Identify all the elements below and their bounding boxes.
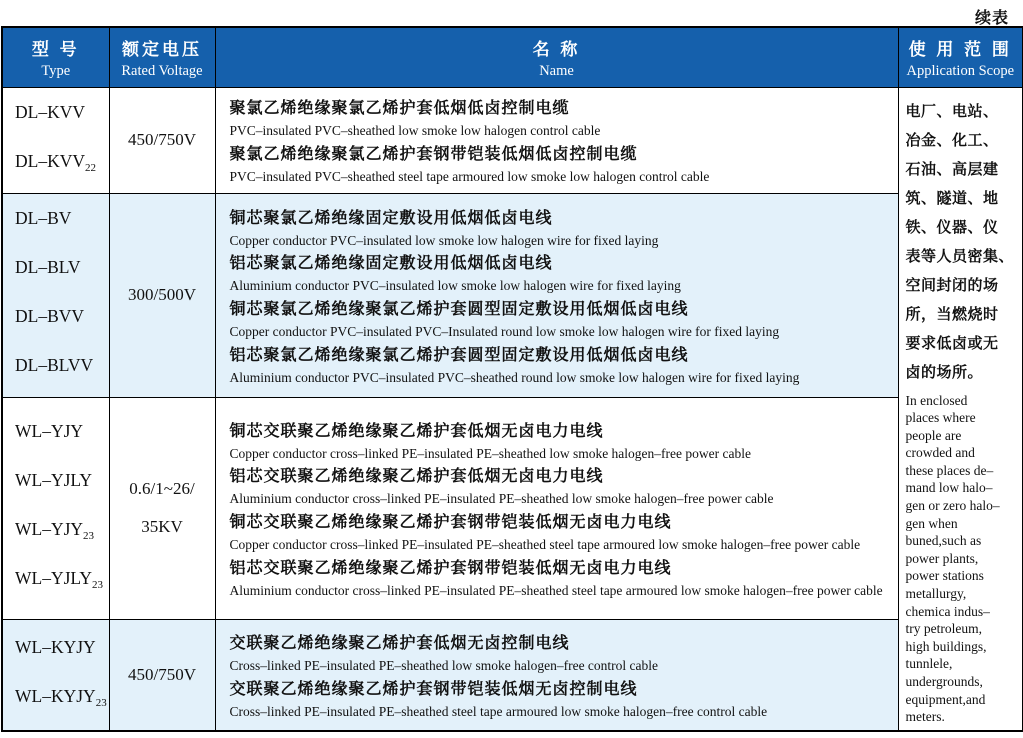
type-code <box>15 459 109 508</box>
cable-name-en: Copper conductor PVC–insulated PVC–Insulated round low smoke low halogen wire for fixed laying <box>229 324 780 339</box>
scope-line-en: gen when <box>905 515 958 531</box>
type-code <box>15 140 109 189</box>
cable-name-en: Cross–linked PE–insulated PE–sheathed low smoke halogen–free control cable <box>229 658 659 674</box>
header-row <box>2 27 1023 87</box>
application-scope-en <box>906 392 1019 726</box>
voltage-cell <box>109 193 215 397</box>
type-code <box>15 626 109 675</box>
voltage-value: 35KV <box>141 517 183 536</box>
header-application-scope <box>898 27 1023 87</box>
cable-name-zh: 铜芯聚氯乙烯绝缘聚氯乙烯护套圆型固定敷设用低烟低卤电线 <box>229 301 689 318</box>
cable-name-en: PVC–insulated PVC–sheathed low smoke low halogen control cable <box>229 123 601 139</box>
scope-line-zh: 冶金、化工、 <box>905 131 999 149</box>
scope-line-en: power stations <box>905 568 984 584</box>
name-cell <box>215 397 898 619</box>
scope-line-zh: 空间封闭的场 <box>905 276 999 294</box>
scope-line-zh: 卤的场所。 <box>905 363 984 381</box>
type-code <box>15 246 109 295</box>
voltage-value: 450/750V <box>128 130 196 149</box>
cable-name-zh: 铜芯聚氯乙烯绝缘固定敷设用低烟低卤电线 <box>229 209 553 227</box>
scope-line-en: equipment,and <box>905 691 986 707</box>
scope-line-zh: 筑、隧道、地 <box>905 189 999 207</box>
type-code <box>15 344 109 393</box>
scope-line-en: tunnlele, <box>905 656 953 672</box>
cable-name-en: Aluminium conductor cross–linked PE–insulated PE–sheathed low smoke halogen–free power cable <box>229 491 774 507</box>
scope-line-en: chemica indus– <box>905 603 990 619</box>
application-scope-cell <box>898 87 1023 731</box>
table-row <box>2 193 1023 397</box>
scope-line-zh: 表等人员密集、 <box>905 247 1015 265</box>
scope-line-en: high buildings, <box>905 638 987 654</box>
voltage-cell <box>109 87 215 193</box>
voltage-cell <box>109 397 215 619</box>
cable-name-zh: 铝芯交联聚乙烯绝缘聚乙烯护套低烟无卤电力电线 <box>229 468 604 486</box>
name-cell <box>215 87 898 193</box>
type-code-text: WL–YJY <box>15 421 84 441</box>
cable-name-zh: 交联聚乙烯绝缘聚乙烯护套低烟无卤控制电线 <box>229 635 570 653</box>
scope-line-zh: 要求低卤或无 <box>905 334 999 352</box>
application-scope-zh <box>906 97 1019 387</box>
type-code <box>15 197 109 246</box>
scope-line-en: these places de– <box>905 462 994 478</box>
voltage-cell <box>109 619 215 731</box>
type-code-text: WL–KYJY <box>15 636 96 657</box>
type-code <box>15 410 109 459</box>
scope-line-zh: 电厂、电站、 <box>905 102 999 120</box>
scope-line-en: metallurgy, <box>905 586 967 602</box>
type-code <box>15 91 109 140</box>
type-cell <box>2 193 109 397</box>
header-type-zh: 型 号 <box>31 39 80 59</box>
table-row <box>2 397 1023 619</box>
type-code-text: DL–BLV <box>15 257 81 277</box>
header-name <box>215 27 898 87</box>
cable-name-zh: 铝芯聚氯乙烯绝缘固定敷设用低烟低卤电线 <box>229 255 553 273</box>
cable-name-en: Aluminium conductor cross–linked PE–insulated PE–sheathed steel tape armoured low smoke halogen–free power cable <box>229 582 883 598</box>
cable-name-zh: 聚氯乙烯绝缘聚氯乙烯护套钢带铠装低烟低卤控制电缆 <box>229 146 638 163</box>
cable-name-zh: 铝芯聚氯乙烯绝缘聚氯乙烯护套圆型固定敷设用低烟低卤电线 <box>229 346 689 364</box>
voltage-value: 0.6/1~26/ <box>129 479 195 498</box>
cable-name-en: Aluminium conductor PVC–insulated low smoke low halogen wire for fixed laying <box>229 278 681 294</box>
type-code-text: DL–KVV <box>15 102 85 122</box>
type-subscript: 23 <box>95 696 107 709</box>
header-rated-voltage-zh: 额定电压 <box>122 39 202 59</box>
type-cell <box>2 397 109 619</box>
scope-line-en: buned,such as <box>905 533 982 549</box>
header-type <box>2 27 109 87</box>
table-row <box>2 87 1023 193</box>
type-code-text: WL–YJLY <box>15 568 92 588</box>
cable-name-zh: 铝芯交联聚乙烯绝缘聚乙烯护套钢带铠装低烟无卤电力电线 <box>229 559 672 577</box>
voltage-value: 450/750V <box>128 664 196 684</box>
cable-name-en: Copper conductor PVC–insulated low smoke low halogen wire for fixed laying <box>229 232 659 248</box>
header-rated-voltage <box>109 27 215 87</box>
name-cell <box>215 193 898 397</box>
continued-table-label: 续表 <box>974 10 1009 27</box>
cable-name-en: Aluminium conductor PVC–insulated PVC–sheathed round low smoke low halogen wire for fixed laying <box>229 369 800 385</box>
scope-line-en: places where <box>905 410 976 426</box>
type-subscript: 23 <box>91 579 103 591</box>
cable-name-en: Copper conductor cross–linked PE–insulated PE–sheathed steel tape armoured low smoke halogen–free power cable <box>229 537 861 552</box>
header-rated-voltage-en: Rated Voltage <box>121 62 203 79</box>
cable-name-en: Copper conductor cross–linked PE–insulated PE–sheathed low smoke halogen–free power cable <box>229 445 751 461</box>
type-code <box>15 508 109 557</box>
cable-name-zh: 聚氯乙烯绝缘聚氯乙烯护套低烟低卤控制电缆 <box>229 100 570 118</box>
type-subscript: 23 <box>83 530 95 542</box>
table-row <box>2 619 1023 731</box>
scope-line-en: crowded and <box>905 445 975 461</box>
type-code-text: DL–BV <box>15 208 72 228</box>
type-code-text: WL–YJY <box>15 519 84 539</box>
scope-line-en: meters. <box>905 709 945 725</box>
header-name-en: Name <box>539 62 574 79</box>
cable-name-en: Cross–linked PE–insulated PE–sheathed steel tape armoured low smoke halogen–free control cable <box>229 703 768 719</box>
scope-line-en: gen or zero halo– <box>905 498 1000 514</box>
cable-name-zh: 交联聚乙烯绝缘聚乙烯护套钢带铠装低烟无卤控制电线 <box>229 680 638 698</box>
type-code-text: DL–BLVV <box>15 355 94 375</box>
type-code <box>15 557 109 606</box>
cable-name-en: PVC–insulated PVC–sheathed steel tape armoured low smoke low halogen control cable <box>229 169 710 184</box>
scope-line-en: people are <box>905 427 962 443</box>
type-code <box>15 295 109 344</box>
scope-line-en: mand low halo– <box>905 480 993 496</box>
voltage-value: 300/500V <box>128 285 196 304</box>
type-subscript: 22 <box>85 162 96 174</box>
type-code <box>15 675 109 724</box>
header-application-scope-zh: 使 用 范 围 <box>908 39 1012 59</box>
type-code-text: DL–KVV <box>15 151 85 171</box>
scope-line-zh: 所，当燃烧时 <box>905 305 999 323</box>
type-code-text: DL–BVV <box>15 306 85 326</box>
cable-name-zh: 铜芯交联聚乙烯绝缘聚乙烯护套低烟无卤电力电线 <box>229 422 604 440</box>
header-application-scope-en: Application Scope <box>906 62 1015 79</box>
type-code-text: WL–KYJY <box>15 685 96 706</box>
header-type-en: Type <box>41 62 71 79</box>
type-cell <box>2 87 109 193</box>
scope-line-en: power plants, <box>905 550 979 566</box>
scope-line-zh: 石油、高层建 <box>905 160 999 178</box>
scope-line-zh: 铁、仪器、仪 <box>905 218 999 236</box>
type-cell <box>2 619 109 731</box>
header-name-zh: 名 称 <box>532 39 581 59</box>
cable-spec-table <box>1 26 1023 732</box>
name-cell <box>215 619 898 731</box>
scope-line-en: undergrounds, <box>905 674 983 689</box>
scope-line-en: try petroleum, <box>905 621 982 637</box>
cable-name-zh: 铜芯交联聚乙烯绝缘聚乙烯护套钢带铠装低烟无卤电力电线 <box>229 514 672 531</box>
type-code-text: WL–YJLY <box>15 470 92 490</box>
scope-line-en: In enclosed <box>905 392 968 408</box>
